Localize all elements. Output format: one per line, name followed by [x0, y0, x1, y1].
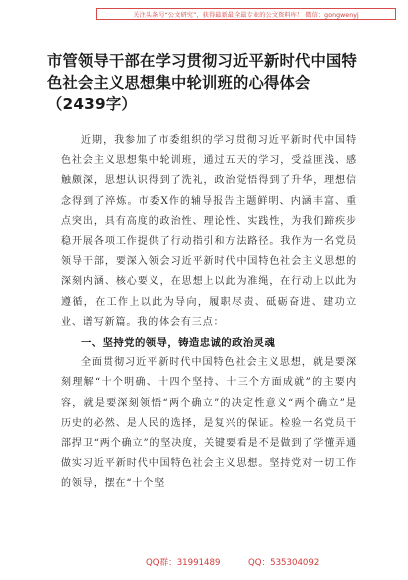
- document-body: [61, 131, 357, 495]
- intro-paragraph: 近期，我参加了市委组织的学习贯彻习近平新时代中国特色社会主义思想集中轮训班，通过五天的学习，受益匪浅、感触颇深，思想认识得到了洗礼，政治觉悟得到了升华，理想信念得到了淬炼。市委X作的辅导报告主题鲜明、内涵丰富、重点突出，具有高度的政治性、理论性、实践性，为我们蹄疾步稳开展各项工作提供了行动指引和方法路径。我作为一名党员领导干部，要深入领会习近平新时代中国特色社会主义思想的深刻内涵、核心要义，在思想上以此为准绳，在行动上以此为遵循，在工作上以此为导向，履职尽责、砥砺奋进、建功立业、谱写新篇。我的体会有三点：: [61, 135, 357, 328]
- section-paragraph-1: 全面贯彻习近平新时代中国特色社会主义思想，就是要深刻理解“十个明确、十四个坚持、十三个方面成就”的主要内容，就是要深刻领悟“两个确立”的决定性意义“两个确立”是历史的必然、是人民的选择，是复兴的保证。检验一名党员干部捍卫“两个确立”的坚决度，关键要看是不是做到了学懂弄通做实习近平新时代中国特色社会主义思想。坚持党对一切工作的领导，摆在“十个坚: [61, 357, 357, 490]
- page-footer: [0, 556, 408, 572]
- promo-banner-text: 关注头条号“公文研究”，获得最新最全最专业的公文资料库！ 微信：gongwenyj: [133, 11, 359, 19]
- footer-qq-group: QQ群：31991489: [146, 558, 221, 568]
- document-title: 市管领导干部在学习贯彻习近平新时代中国特色社会主义思想集中轮训班的心得体会（2439字）: [47, 52, 357, 113]
- promo-banner: [96, 8, 396, 20]
- footer-qq-number: QQ：535304092: [248, 558, 320, 568]
- section-heading-1: 一、坚持党的领导，铸造忠诚的政治灵魂: [81, 337, 276, 350]
